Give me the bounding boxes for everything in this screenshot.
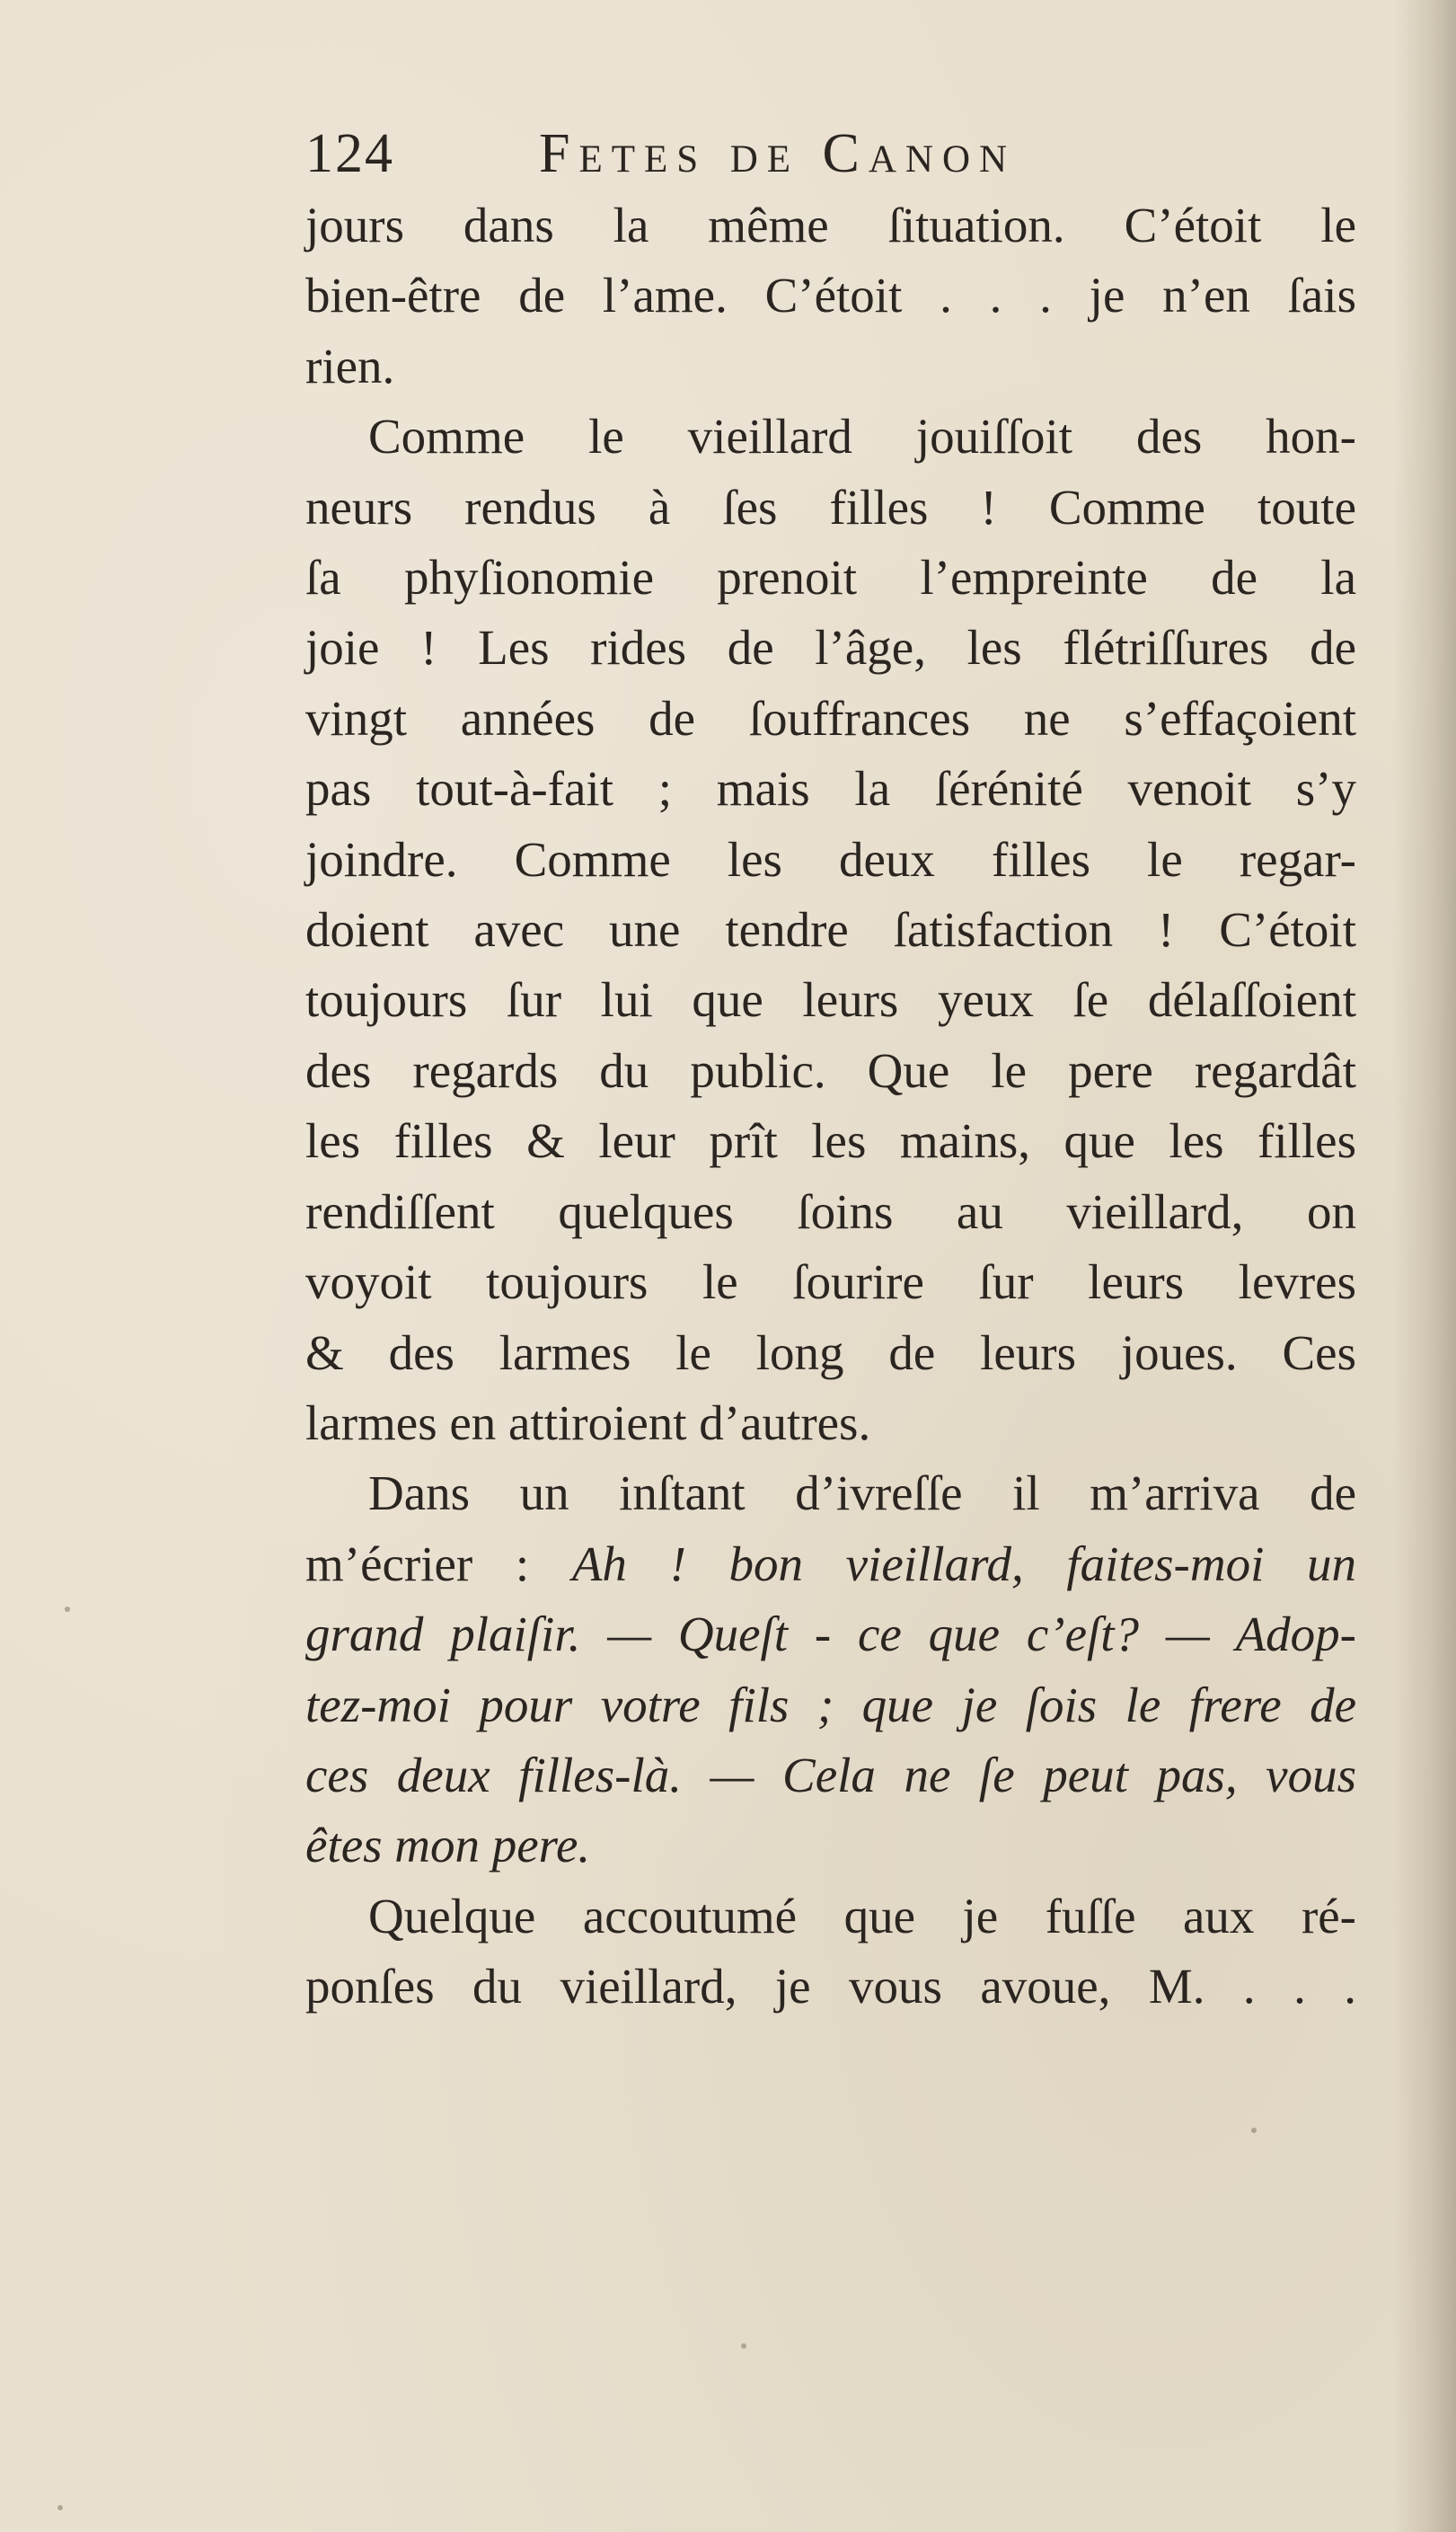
italic-speech-line: êtes mon pere.: [305, 1818, 591, 1873]
paper-speck: [65, 1607, 70, 1612]
text-line: doient avec une tendre ſatisfaction ! C’étoit: [305, 902, 1356, 958]
text-line: des regards du public. Que le pere regardât: [305, 1042, 1356, 1098]
italic-speech-line: ces deux filles-là. — Cela ne ſe peut pas, vous: [305, 1747, 1356, 1802]
text-line: bien-être de l’ame. C’étoit . . . je n’en ſais: [305, 268, 1356, 323]
paragraph-start-line: Quelque accoutumé que je fuſſe aux ré-: [368, 1888, 1356, 1943]
text-line: joie ! Les rides de l’âge, les flétriſſures de: [305, 620, 1356, 676]
paragraph-start-line: Dans un inſtant d’ivreſſe il m’arriva de: [368, 1465, 1356, 1521]
text-line: joindre. Comme les deux filles le regar-: [305, 831, 1356, 887]
text-line: rendiſſent quelques ſoins au vieillard, on: [305, 1183, 1356, 1239]
text-line-mixed: [305, 1529, 1356, 1599]
book-page: [305, 117, 1356, 2023]
text-line: & des larmes le long de leurs joues. Ces: [305, 1324, 1356, 1380]
text-line: rien.: [305, 338, 395, 394]
text-line: vingt années de ſouffrances ne s’effaçoient: [305, 690, 1356, 746]
paper-speck: [1251, 2128, 1257, 2133]
italic-speech-line: tez-moi pour votre fils ; que je ſois le frere de: [305, 1677, 1356, 1732]
running-head: [305, 117, 1356, 190]
text-line: pas tout-à-fait ; mais la ſérénité venoit s’y: [305, 761, 1356, 817]
text-line: ſa phyſionomie prenoit l’empreinte de la: [305, 550, 1356, 606]
paragraph-start-line: Comme le vieillard jouiſſoit des hon-: [368, 409, 1356, 465]
italic-speech: Ah ! bon vieillard, faites-moi un: [571, 1536, 1356, 1591]
text-line: les filles & leur prît les mains, que les filles: [305, 1113, 1356, 1169]
text-line: neurs rendus à ſes filles ! Comme toute: [305, 479, 1356, 535]
text-line-prefix: m’écrier :: [305, 1536, 572, 1591]
running-title: Fetes de Canon: [539, 123, 1017, 184]
page-number: 124: [305, 123, 394, 184]
text-line: voyoit toujours le ſourire ſur leurs levres: [305, 1254, 1356, 1310]
page-gutter-shadow: [1393, 0, 1456, 2532]
text-line: larmes en attiroient d’autres.: [305, 1394, 871, 1450]
paper-speck: [57, 2505, 63, 2510]
text-line: jours dans la même ſituation. C’étoit le: [305, 198, 1356, 252]
italic-speech-line: grand plaiſir. — Queſt - ce que c’eſt? — Adop-: [305, 1607, 1356, 1662]
text-line: ponſes du vieillard, je vous avoue, M. . . .: [305, 1959, 1356, 2014]
body-text: [305, 190, 1356, 2023]
paper-speck: [741, 2343, 746, 2349]
text-line: toujours ſur lui que leurs yeux ſe délaſſoient: [305, 972, 1356, 1028]
